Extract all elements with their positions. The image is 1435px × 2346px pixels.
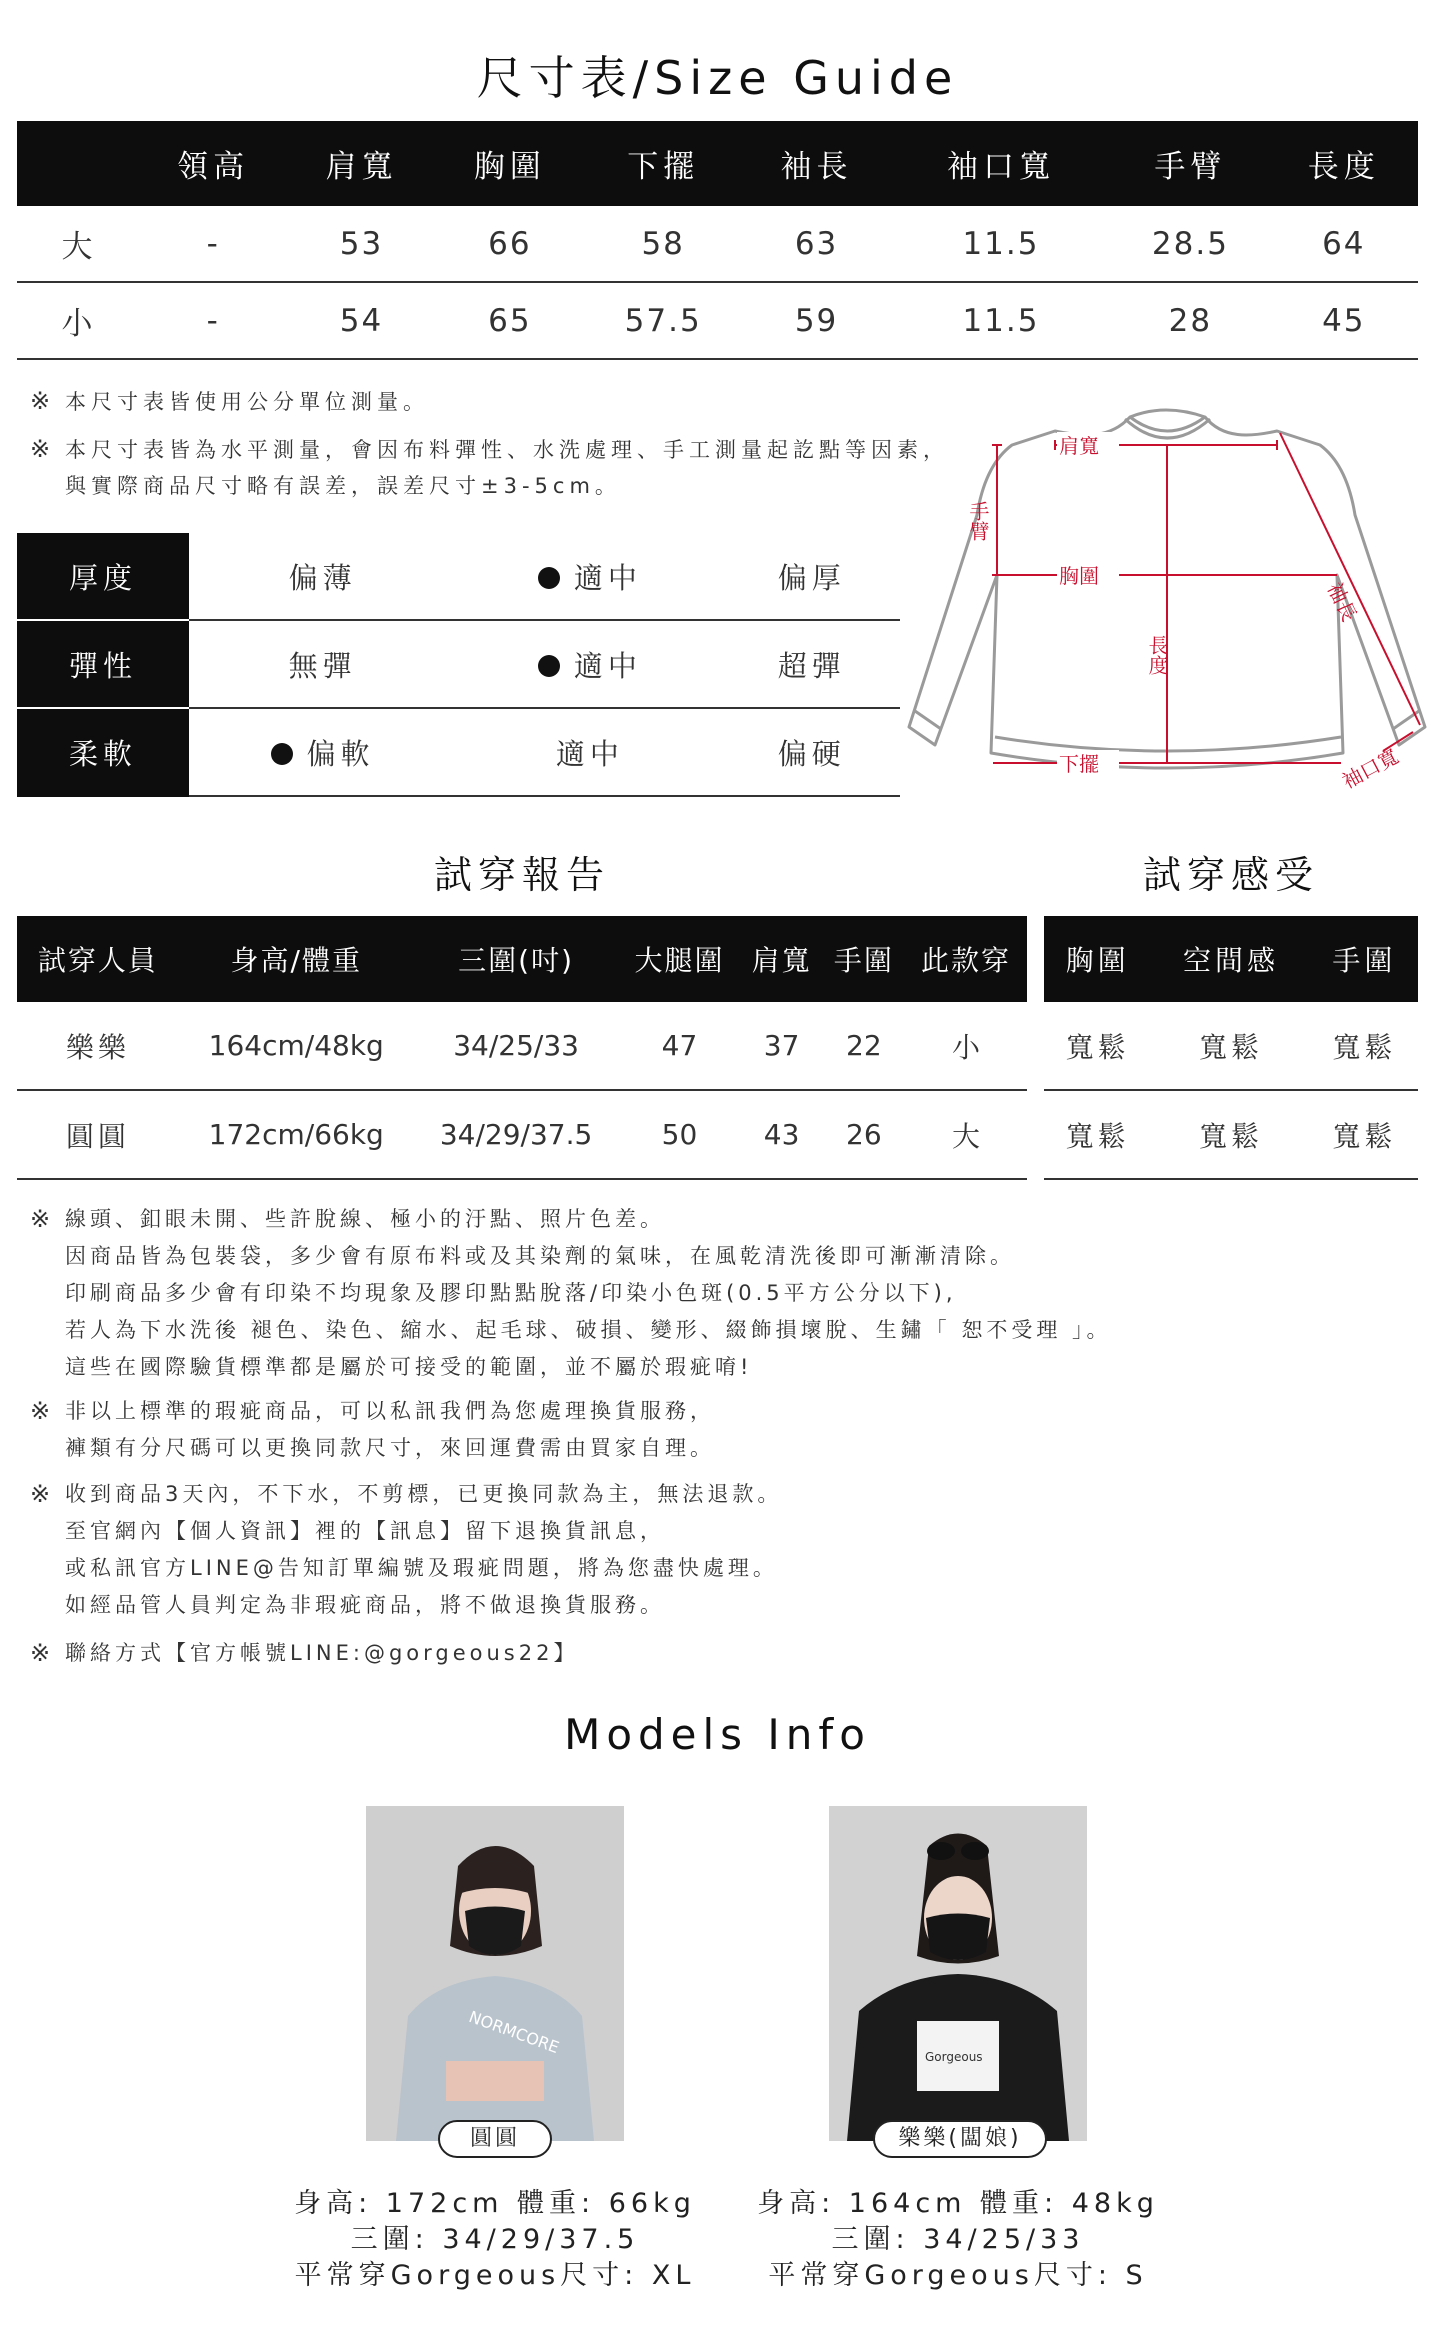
size-header-cell: 領高 (139, 121, 287, 206)
fabric-option: 無彈 (189, 620, 456, 708)
note-line: 至官網內【個人資訊】裡的【訊息】留下退換貨訊息， (65, 1519, 665, 1543)
note-line: 因商品皆為包裝袋，多少會有原布料或及其染劑的氣味，在風乾清洗後即可漸漸清除。 (65, 1244, 1015, 1268)
fabric-option: 偏厚 (724, 533, 901, 620)
size-cell: 63 (742, 206, 890, 282)
model-photo-1 (366, 1806, 624, 2141)
note-mark: ※ (30, 1205, 51, 1233)
size-header-cell: 手臂 (1111, 121, 1269, 206)
size-header-cell: 肩寬 (287, 121, 435, 206)
model-illustration (366, 1806, 624, 2141)
fabric-option-selected: 偏軟 (189, 708, 456, 796)
model-caption-2: 樂樂(闆娘) (873, 2120, 1047, 2158)
table-row (1044, 1090, 1418, 1179)
size-cell: 57.5 (584, 282, 742, 359)
trial-cell: 34/25/33 (414, 1002, 619, 1090)
table-row (17, 620, 900, 708)
note-line: 收到商品3天內，不下水，不剪標，已更換同款為主，無法退款。 (65, 1482, 783, 1506)
size-cell: 28 (1111, 282, 1269, 359)
size-header-cell: 袖長 (742, 121, 890, 206)
fabric-option: 適中 (456, 708, 723, 796)
trial-cell: 小 (905, 1002, 1027, 1090)
trial-cell: 50 (619, 1090, 741, 1179)
model-2-line: 身高: 164cm 體重: 48kg (757, 2188, 1159, 2219)
trial-header-cell: 肩寬 (741, 916, 823, 1002)
trial-cell: 大 (905, 1090, 1027, 1179)
selected-dot-icon (271, 743, 293, 765)
table-row (17, 206, 1418, 282)
diagram-sleeve-label: 袖長 (1322, 578, 1362, 626)
fabric-option-selected: 適中 (456, 533, 723, 620)
note-mark: ※ (30, 1397, 51, 1425)
feel-cell: 寬鬆 (1044, 1090, 1151, 1179)
size-cell: 66 (436, 206, 584, 282)
note-measure-error-2: 與實際商品尺寸略有誤差，誤差尺寸±3-5cm。 (65, 474, 621, 498)
trial-cell: 26 (823, 1090, 905, 1179)
trial-cell: 43 (741, 1090, 823, 1179)
garment-measurement-diagram (905, 405, 1430, 800)
table-row (17, 708, 900, 796)
fabric-option-selected: 適中 (456, 620, 723, 708)
size-cell: 64 (1270, 206, 1418, 282)
note-line: 線頭、釦眼未開、些許脫線、極小的汙點、照片色差。 (65, 1207, 665, 1231)
note-line: 印刷商品多少會有印染不均現象及膠印點點脫落/印染小色斑(0.5平方公分以下), (65, 1281, 957, 1305)
size-cell: 59 (742, 282, 890, 359)
size-header-cell: 下擺 (584, 121, 742, 206)
diagram-chest-label: 胸圍 (1059, 564, 1099, 588)
fabric-label-thickness: 厚度 (17, 533, 189, 620)
feel-header-cell: 胸圍 (1044, 916, 1151, 1002)
size-cell: 11.5 (891, 206, 1111, 282)
fabric-label-softness: 柔軟 (17, 708, 189, 796)
trial-cell: 37 (741, 1002, 823, 1090)
note-line: 或私訊官方LINE@告知訂單編號及瑕疵問題，將為您盡快處理。 (65, 1556, 778, 1580)
trial-cell: 樂樂 (17, 1002, 179, 1090)
exchange-notes (65, 1393, 1405, 1467)
feel-cell: 寬鬆 (1151, 1090, 1310, 1179)
fabric-option: 偏硬 (724, 708, 901, 796)
fabric-label-elasticity: 彈性 (17, 620, 189, 708)
selected-dot-icon (538, 567, 560, 589)
model-illustration (829, 1806, 1087, 2141)
size-header-cell: 長度 (1270, 121, 1418, 206)
size-table-header (17, 121, 1418, 206)
size-guide-title: 尺寸表/Size Guide (476, 51, 959, 105)
feel-cell: 寬鬆 (1311, 1090, 1418, 1179)
size-header-cell: 胸圍 (436, 121, 584, 206)
model-2-line: 三圍: 34/25/33 (831, 2224, 1085, 2255)
size-header-cell: 袖口寬 (891, 121, 1111, 206)
note-line: 若人為下水洗後 褪色、染色、縮水、起毛球、破損、變形、綴飾損壞脫、生鏽「 恕不受理 」。 (65, 1318, 1112, 1342)
feel-header-cell: 空間感 (1151, 916, 1310, 1002)
trial-cell: 圓圓 (17, 1090, 179, 1179)
trial-header-cell: 此款穿 (905, 916, 1027, 1002)
trial-table-header (17, 916, 1027, 1002)
trial-cell: 172cm/66kg (179, 1090, 414, 1179)
feel-cell: 寬鬆 (1311, 1002, 1418, 1090)
size-label: 小 (17, 282, 139, 359)
note-line: 褲類有分尺碼可以更換同款尺寸，來回運費需由買家自理。 (65, 1436, 715, 1460)
size-cell: 53 (287, 206, 435, 282)
return-notes (65, 1476, 1405, 1624)
trial-cell: 34/29/37.5 (414, 1090, 619, 1179)
trial-cell: 164cm/48kg (179, 1002, 414, 1090)
trial-cell: 22 (823, 1002, 905, 1090)
shirt-print-text: NORMCORE (466, 2006, 562, 2058)
size-label: 大 (17, 206, 139, 282)
trial-header-cell: 三圍(吋) (414, 916, 619, 1002)
size-cell: - (139, 206, 287, 282)
model-info-2 (693, 2186, 1223, 2294)
table-row (17, 1002, 1027, 1090)
size-cell: 65 (436, 282, 584, 359)
note-measure-error: 本尺寸表皆為水平測量，會因布料彈性、水洗處理、手工測量起訖點等因素， (65, 438, 949, 462)
diagram-shoulder-label: 肩寬 (1059, 434, 1099, 458)
note-mark: ※ (30, 435, 51, 463)
trial-header-cell: 試穿人員 (17, 916, 179, 1002)
trial-header-cell: 手圍 (823, 916, 905, 1002)
selected-dot-icon (538, 655, 560, 677)
size-cell: 11.5 (891, 282, 1111, 359)
note-mark: ※ (30, 1480, 51, 1508)
model-caption-1: 圓圓 (438, 2120, 552, 2158)
table-row (17, 1090, 1027, 1179)
models-title: Models Info (564, 1710, 871, 1759)
size-table (17, 121, 1418, 360)
feel-cell: 寬鬆 (1044, 1002, 1151, 1090)
trial-report-title: 試穿報告 (433, 853, 610, 897)
note-mark: ※ (30, 1639, 51, 1667)
note-line: 如經品管人員判定為非瑕疵商品，將不做退換貨服務。 (65, 1593, 665, 1617)
table-row (1044, 1002, 1418, 1090)
model-photo-2 (829, 1806, 1087, 2141)
note-mark: ※ (30, 387, 51, 415)
diagram-hem-label: 下擺 (1059, 752, 1099, 776)
model-1-line: 平常穿Gorgeous尺寸: XL (294, 2260, 696, 2291)
table-row (17, 533, 900, 620)
feel-table (1044, 916, 1418, 1180)
diagram-length-label: 長度 (1145, 635, 1169, 675)
feel-table-header (1044, 916, 1418, 1002)
fabric-option: 超彈 (724, 620, 901, 708)
note-line: 非以上標準的瑕疵商品，可以私訊我們為您處理換貨服務， (65, 1399, 715, 1423)
model-2-line: 平常穿Gorgeous尺寸: S (768, 2260, 1148, 2291)
note-measure-unit: 本尺寸表皆使用公分單位測量。 (65, 390, 429, 414)
trial-table (17, 916, 1027, 1180)
size-header-cell (17, 121, 139, 206)
model-1-line: 身高: 172cm 體重: 66kg (294, 2188, 696, 2219)
trial-cell: 47 (619, 1002, 741, 1090)
feel-cell: 寬鬆 (1151, 1002, 1310, 1090)
fabric-table (17, 533, 900, 797)
defect-notes (65, 1201, 1405, 1386)
table-row (17, 282, 1418, 359)
feel-header-cell: 手圍 (1311, 916, 1418, 1002)
shirt-print-text: Gorgeous (925, 2050, 983, 2064)
size-cell: 28.5 (1111, 206, 1269, 282)
size-cell: 45 (1270, 282, 1418, 359)
diagram-arm-label: 手臂 (966, 501, 990, 541)
size-cell: 54 (287, 282, 435, 359)
size-cell: - (139, 282, 287, 359)
contact-notes (65, 1635, 1405, 1672)
trial-feel-title: 試穿感受 (1142, 853, 1319, 897)
model-1-line: 三圍: 34/29/37.5 (350, 2224, 640, 2255)
fabric-option: 偏薄 (189, 533, 456, 620)
diagram-cuff-label: 袖口寬 (1338, 744, 1403, 794)
contact-line: 聯絡方式【官方帳號LINE:@gorgeous22】 (65, 1641, 579, 1665)
note-line: 這些在國際驗貨標準都是屬於可接受的範圍，並不屬於瑕疵唷! (65, 1355, 753, 1379)
model-info-1 (230, 2186, 760, 2294)
size-cell: 58 (584, 206, 742, 282)
trial-header-cell: 身高/體重 (179, 916, 414, 1002)
trial-header-cell: 大腿圍 (619, 916, 741, 1002)
